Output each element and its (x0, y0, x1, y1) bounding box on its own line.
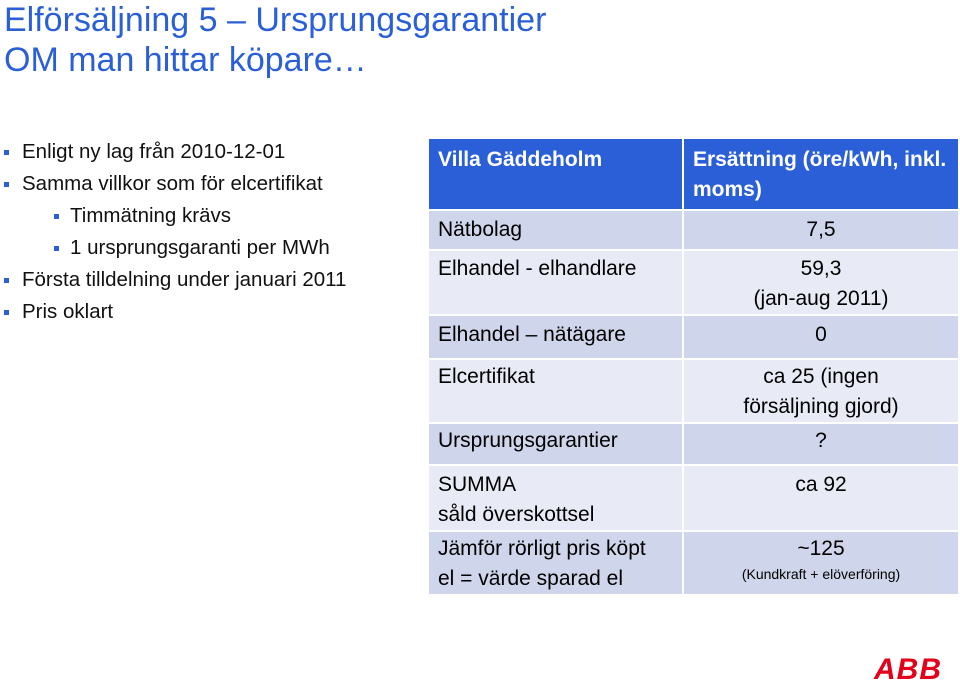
bullet-square-icon (54, 214, 59, 219)
row-note: (jan-aug 2011) (753, 287, 889, 310)
row-label: Ursprungsgarantier (428, 423, 683, 465)
row-label: SUMMA såld överskottsel (428, 465, 683, 531)
table-row (428, 250, 959, 315)
row-value: 7,5 (683, 210, 959, 250)
bullet-item: Pris oklart (0, 296, 420, 328)
bullet-square-icon (54, 246, 59, 251)
bullet-square-icon (4, 310, 9, 315)
row-value: ~125 (Kundkraft + elöverföring) (683, 531, 959, 595)
table-row (428, 423, 959, 465)
row-value: 59,3 (jan-aug 2011) (683, 250, 959, 315)
table-row (428, 465, 959, 531)
bullet-item: Samma villkor som för elcertifikat (0, 168, 420, 200)
header-ersattning: Ersättning (öre/kWh, inkl. moms) (683, 138, 959, 210)
sub-bullet-item: Timmätning krävs (0, 200, 420, 232)
row-value: ca 92 (683, 465, 959, 531)
row-value: 0 (683, 315, 959, 359)
slide-title (4, 0, 546, 80)
bullet-list (0, 136, 420, 328)
row-value: ? (683, 423, 959, 465)
compensation-table (427, 137, 960, 596)
bullet-item: Enligt ny lag från 2010-12-01 (0, 136, 420, 168)
title-line-1: Elförsäljning 5 – Ursprungsgarantier (4, 1, 547, 39)
table-row (428, 315, 959, 359)
table-row (428, 531, 959, 595)
bullet-square-icon (4, 182, 9, 187)
row-note: försäljning gjord) (743, 395, 899, 418)
row-label: Elcertifikat (428, 359, 683, 423)
bullet-square-icon (4, 278, 9, 283)
row-label: Nätbolag (428, 210, 683, 250)
bullet-square-icon (4, 150, 9, 155)
abb-logo: ABB (874, 653, 942, 686)
header-villa: Villa Gäddeholm (428, 138, 683, 210)
row-label: Jämför rörligt pris köpt el = värde sparad el (428, 531, 683, 595)
sub-bullet-item: 1 ursprungsgaranti per MWh (0, 232, 420, 264)
row-label: Elhandel – nätägare (428, 315, 683, 359)
table-row (428, 359, 959, 423)
row-value: ca 25 (ingen försäljning gjord) (683, 359, 959, 423)
bullet-item: Första tilldelning under januari 2011 (0, 264, 420, 296)
table-row (428, 210, 959, 250)
title-line-2: OM man hittar köpare… (4, 41, 367, 79)
table-header-row (428, 138, 959, 210)
row-note: (Kundkraft + elöverföring) (741, 566, 901, 582)
row-label: Elhandel - elhandlare (428, 250, 683, 315)
